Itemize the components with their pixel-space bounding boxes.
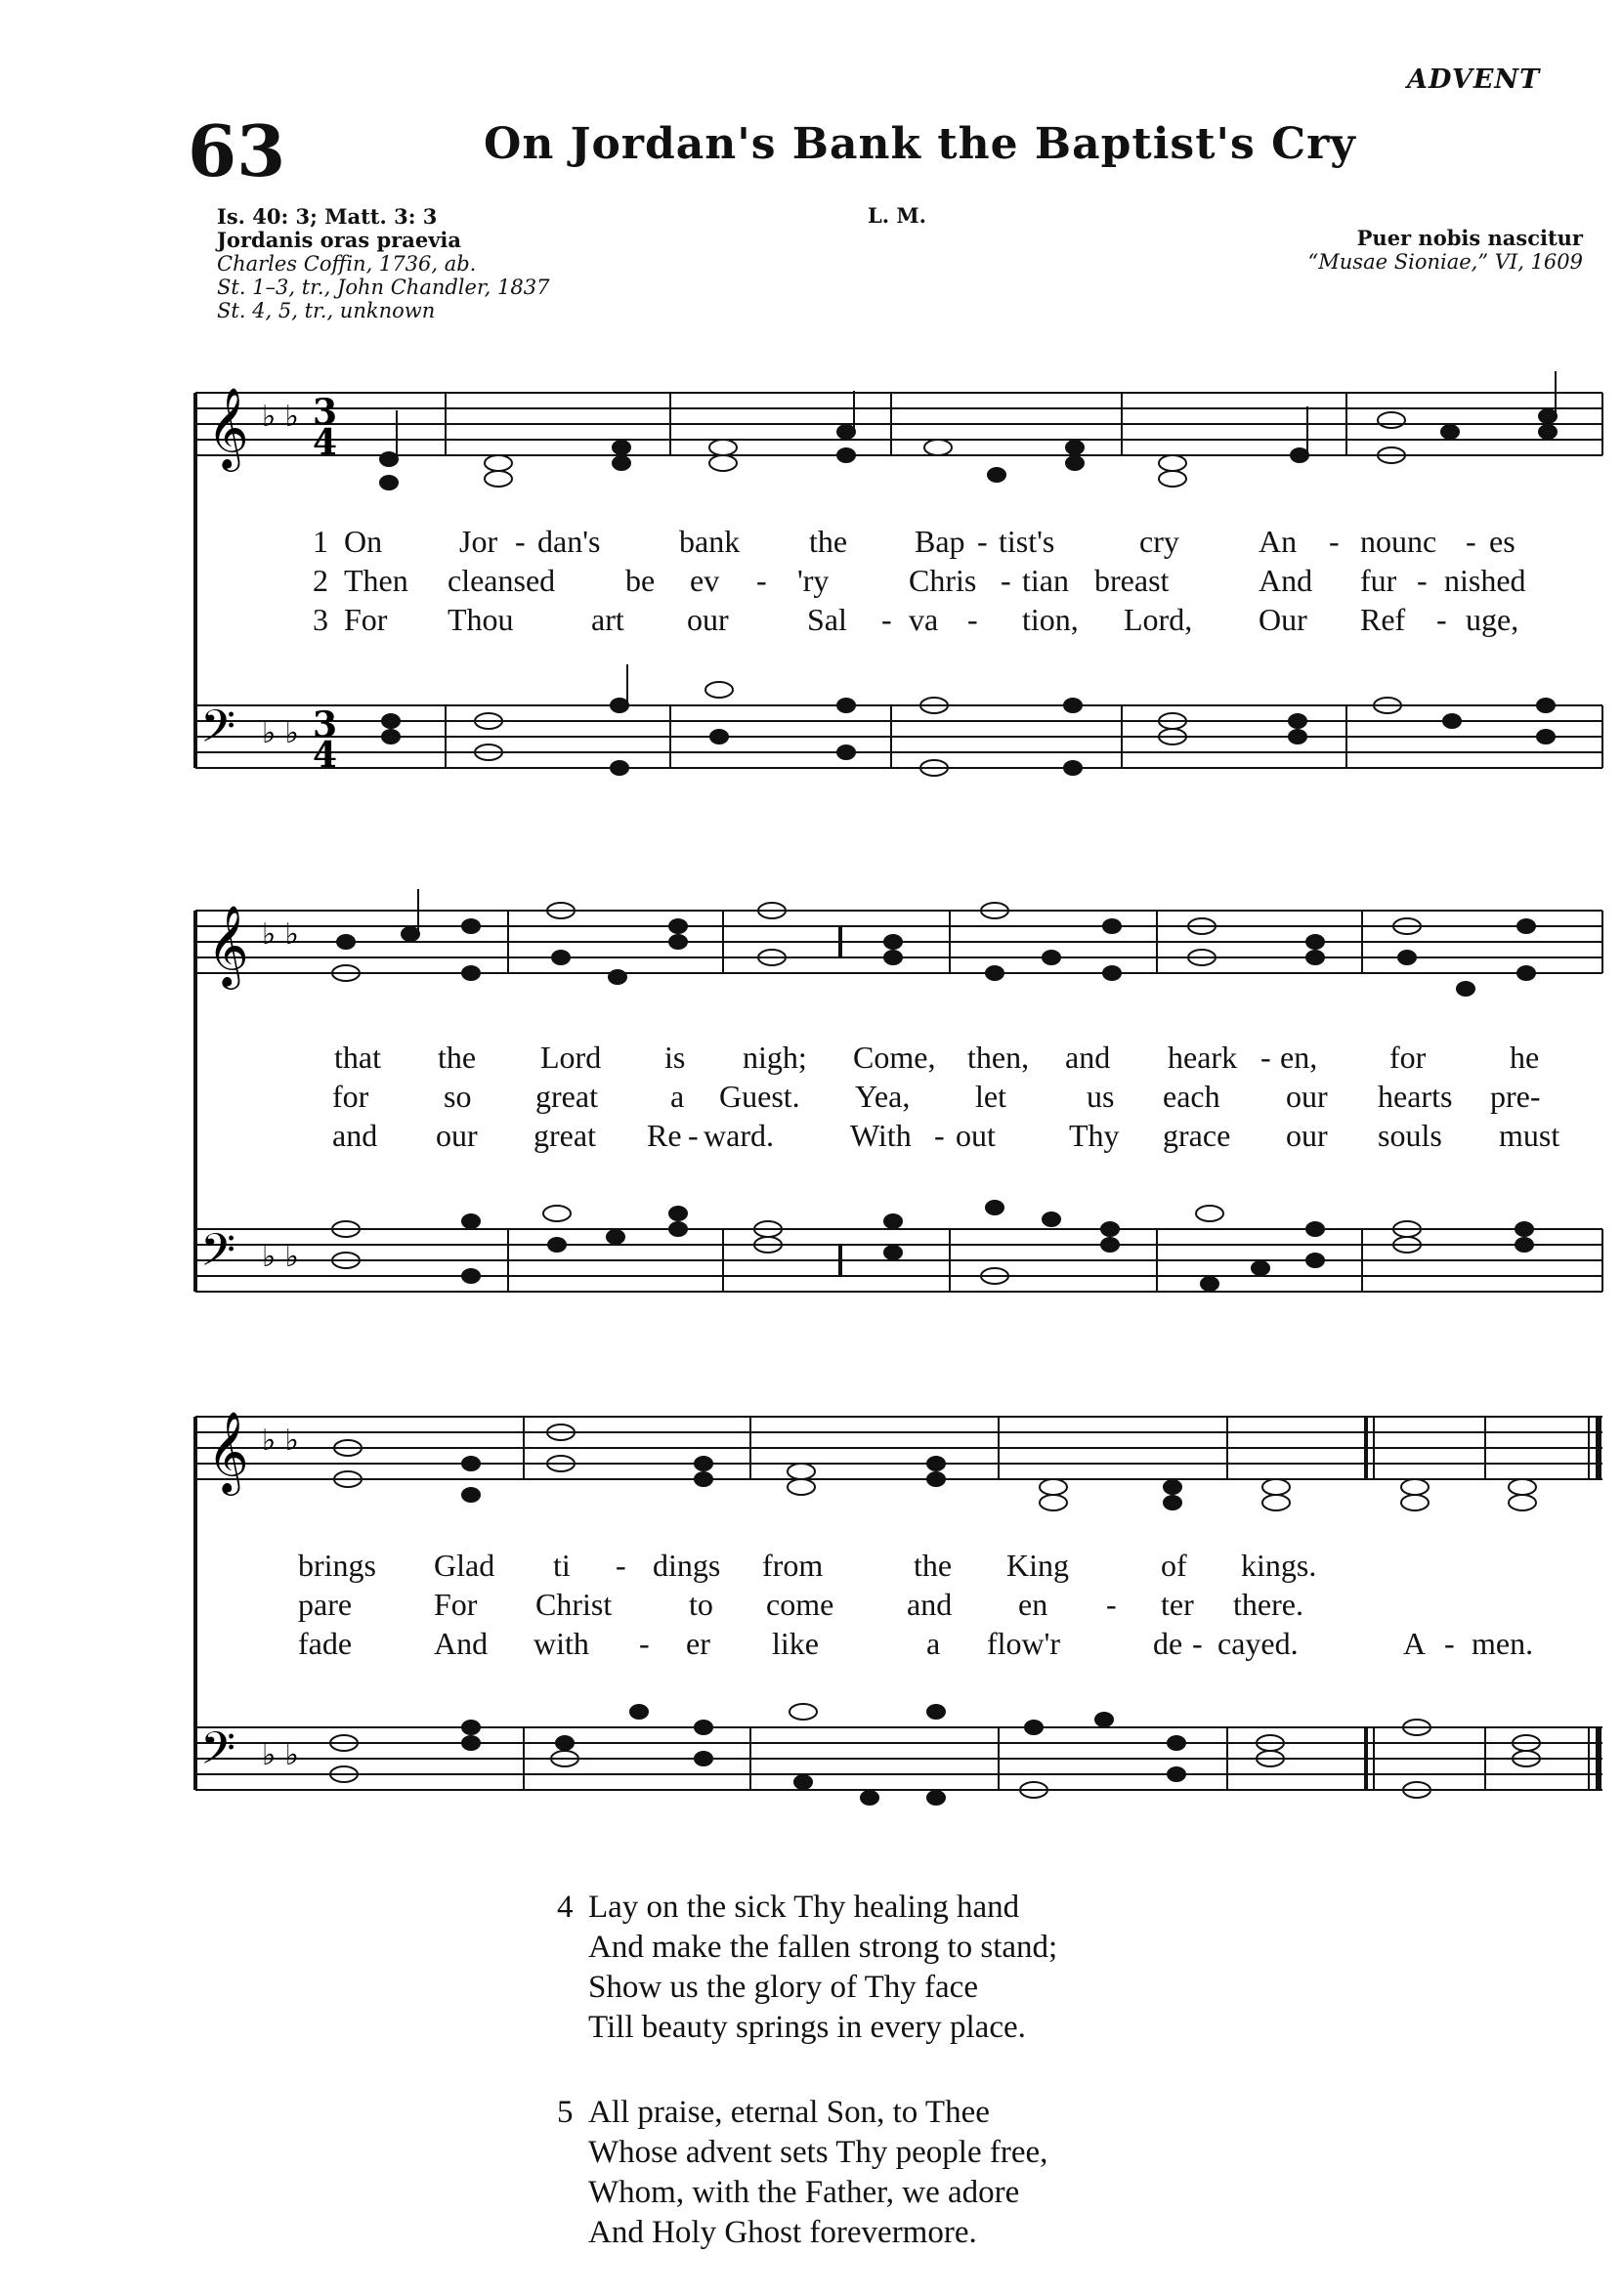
stanza-line: All praise, eternal Son, to Thee: [588, 2095, 990, 2130]
svg-text:4: 4: [313, 422, 338, 463]
tune-source: “Musae Sioniae,” VI, 1609: [1307, 250, 1583, 274]
stanza-line: Whom, with the Father, we adore: [588, 2175, 1020, 2210]
key-flat-icon: ♭ ♭: [262, 1738, 299, 1772]
bass-clef-icon: 𝄢: [200, 701, 236, 764]
hymn-title: On Jordan's Bank the Baptist's Cry: [484, 119, 1356, 169]
bass-clef-icon: 𝄢: [200, 1722, 236, 1786]
text-credits: [217, 205, 549, 322]
stanza-line: And make the fallen strong to stand;: [588, 1930, 1058, 1965]
key-flat-icon: ♭ ♭: [262, 917, 299, 952]
key-flat-icon: ♭ ♭: [262, 716, 299, 750]
treble-clef-icon: 𝄞: [207, 386, 249, 468]
credit-translator: St. 1–3, tr., John Chandler, 1837: [217, 276, 550, 299]
stanza-4: 4 Lay on the sick Thy healing hand And make the fallen strong to stand; Show us the glory of Thy face Till beauty springs in every place.: [557, 1888, 1057, 2048]
bass-clef-icon: 𝄢: [200, 1224, 236, 1288]
stanza-line: Show us the glory of Thy face: [588, 1970, 978, 2005]
treble-clef-icon: 𝄞: [207, 1410, 249, 1492]
key-flat-icon: ♭ ♭: [262, 1240, 299, 1274]
stanza-line: And Holy Ghost forevermore.: [588, 2215, 977, 2250]
svg-text:3: 3: [313, 392, 338, 433]
credit-scripture: Is. 40: 3; Matt. 3: 3: [217, 204, 438, 229]
svg-text:3: 3: [313, 704, 338, 745]
hymn-number: 63: [188, 109, 286, 192]
key-flat-icon: ♭ ♭: [262, 400, 299, 434]
svg-text:4: 4: [313, 735, 338, 776]
stanza-line: Till beauty springs in every place.: [588, 2010, 1026, 2045]
credit-author: Charles Coffin, 1736, ab.: [217, 252, 477, 276]
meter: L. M.: [868, 203, 926, 228]
stanza-5: 5 All praise, eternal Son, to Thee Whose advent sets Thy people free, Whom, with the Father, we adore And Holy Ghost forevermore.: [557, 2093, 1047, 2253]
tune-name: Puer nobis nascitur: [1356, 226, 1583, 250]
treble-clef-icon: 𝄞: [207, 904, 249, 986]
section-label: ADVENT: [1407, 64, 1541, 95]
stanza-line: Whose advent sets Thy people free,: [588, 2135, 1048, 2170]
tune-credits: [1308, 227, 1583, 274]
stanza-line: Lay on the sick Thy healing hand: [588, 1890, 1020, 1925]
key-flat-icon: ♭ ♭: [262, 1424, 299, 1458]
credit-latin-title: Jordanis oras praevia: [217, 228, 461, 252]
credit-translator-unknown: St. 4, 5, tr., unknown: [217, 299, 436, 322]
